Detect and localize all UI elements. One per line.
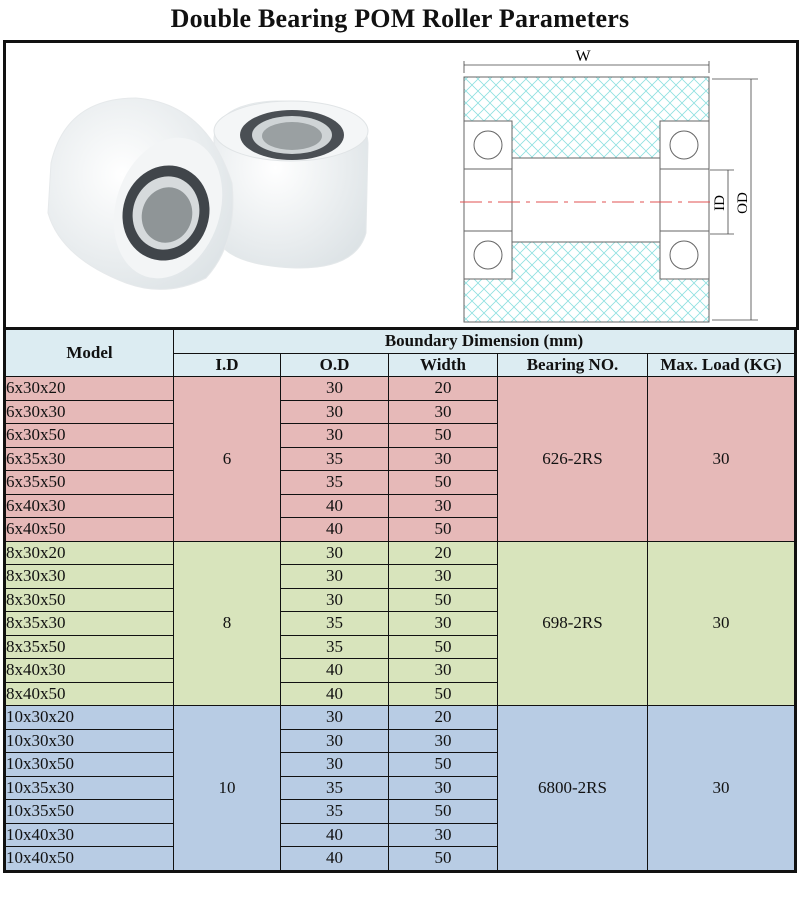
roller-back (214, 101, 368, 268)
width-cell: 50 (389, 635, 498, 659)
od-cell: 40 (281, 494, 389, 518)
bearing-cell: 6800-2RS (498, 706, 648, 872)
model-cell: 8x40x50 (5, 682, 174, 706)
width-label: W (575, 48, 591, 65)
width-cell: 50 (389, 471, 498, 495)
width-cell: 30 (389, 400, 498, 424)
roller-cross-section-diagram (442, 43, 796, 327)
od-cell: 35 (281, 800, 389, 824)
header-boundary-dimension: Boundary Dimension (mm) (174, 329, 796, 354)
parameters-table (3, 327, 797, 873)
header-od: O.D (281, 353, 389, 377)
model-cell: 6x30x20 (5, 377, 174, 401)
width-cell: 20 (389, 377, 498, 401)
od-cell: 30 (281, 377, 389, 401)
width-cell: 20 (389, 541, 498, 565)
od-cell: 30 (281, 400, 389, 424)
od-cell: 40 (281, 682, 389, 706)
id-cell: 10 (174, 706, 281, 872)
model-cell: 10x30x20 (5, 706, 174, 730)
od-cell: 30 (281, 588, 389, 612)
model-cell: 10x30x30 (5, 729, 174, 753)
od-cell: 40 (281, 823, 389, 847)
model-cell: 6x35x50 (5, 471, 174, 495)
od-cell: 40 (281, 847, 389, 872)
width-cell: 50 (389, 847, 498, 872)
od-cell: 30 (281, 753, 389, 777)
width-cell: 20 (389, 706, 498, 730)
model-cell: 6x30x30 (5, 400, 174, 424)
bearing-cell: 698-2RS (498, 541, 648, 706)
id-label: ID (712, 195, 728, 211)
header-bearing-no: Bearing NO. (498, 353, 648, 377)
od-cell: 40 (281, 659, 389, 683)
od-cell: 40 (281, 518, 389, 542)
max-load-cell: 30 (648, 377, 796, 542)
model-cell: 8x35x30 (5, 612, 174, 636)
od-cell: 35 (281, 635, 389, 659)
model-cell: 8x30x30 (5, 565, 174, 589)
width-cell: 50 (389, 518, 498, 542)
width-cell: 50 (389, 753, 498, 777)
width-cell: 50 (389, 424, 498, 448)
model-cell: 8x30x20 (5, 541, 174, 565)
od-cell: 35 (281, 612, 389, 636)
header-max-load: Max. Load (KG) (648, 353, 796, 377)
width-cell: 30 (389, 823, 498, 847)
model-cell: 10x35x30 (5, 776, 174, 800)
model-cell: 6x40x50 (5, 518, 174, 542)
width-cell: 50 (389, 682, 498, 706)
model-cell: 6x40x30 (5, 494, 174, 518)
model-cell: 6x30x50 (5, 424, 174, 448)
model-cell: 10x40x50 (5, 847, 174, 872)
table-row (5, 377, 796, 401)
od-cell: 30 (281, 565, 389, 589)
od-cell: 30 (281, 541, 389, 565)
id-cell: 8 (174, 541, 281, 706)
model-cell: 10x35x50 (5, 800, 174, 824)
od-cell: 35 (281, 471, 389, 495)
width-cell: 50 (389, 588, 498, 612)
header-model: Model (5, 329, 174, 377)
roller-front (48, 98, 240, 293)
table-row (5, 541, 796, 565)
width-cell: 30 (389, 776, 498, 800)
header-width: Width (389, 353, 498, 377)
model-cell: 6x35x30 (5, 447, 174, 471)
od-cell: 30 (281, 729, 389, 753)
model-cell: 8x40x30 (5, 659, 174, 683)
od-cell: 35 (281, 447, 389, 471)
product-panel (3, 40, 799, 330)
width-cell: 30 (389, 447, 498, 471)
max-load-cell: 30 (648, 541, 796, 706)
max-load-cell: 30 (648, 706, 796, 872)
width-cell: 30 (389, 612, 498, 636)
od-label: OD (735, 192, 751, 214)
header-id: I.D (174, 353, 281, 377)
roller-photo (6, 43, 436, 327)
od-cell: 35 (281, 776, 389, 800)
width-cell: 30 (389, 729, 498, 753)
width-cell: 30 (389, 565, 498, 589)
width-cell: 30 (389, 494, 498, 518)
model-cell: 10x30x50 (5, 753, 174, 777)
model-cell: 10x40x30 (5, 823, 174, 847)
od-cell: 30 (281, 706, 389, 730)
id-cell: 6 (174, 377, 281, 542)
od-cell: 30 (281, 424, 389, 448)
table-row (5, 706, 796, 730)
bearing-cell: 626-2RS (498, 377, 648, 542)
model-cell: 8x35x50 (5, 635, 174, 659)
width-cell: 30 (389, 659, 498, 683)
page-title: Double Bearing POM Roller Parameters (170, 4, 630, 33)
width-cell: 50 (389, 800, 498, 824)
model-cell: 8x30x50 (5, 588, 174, 612)
